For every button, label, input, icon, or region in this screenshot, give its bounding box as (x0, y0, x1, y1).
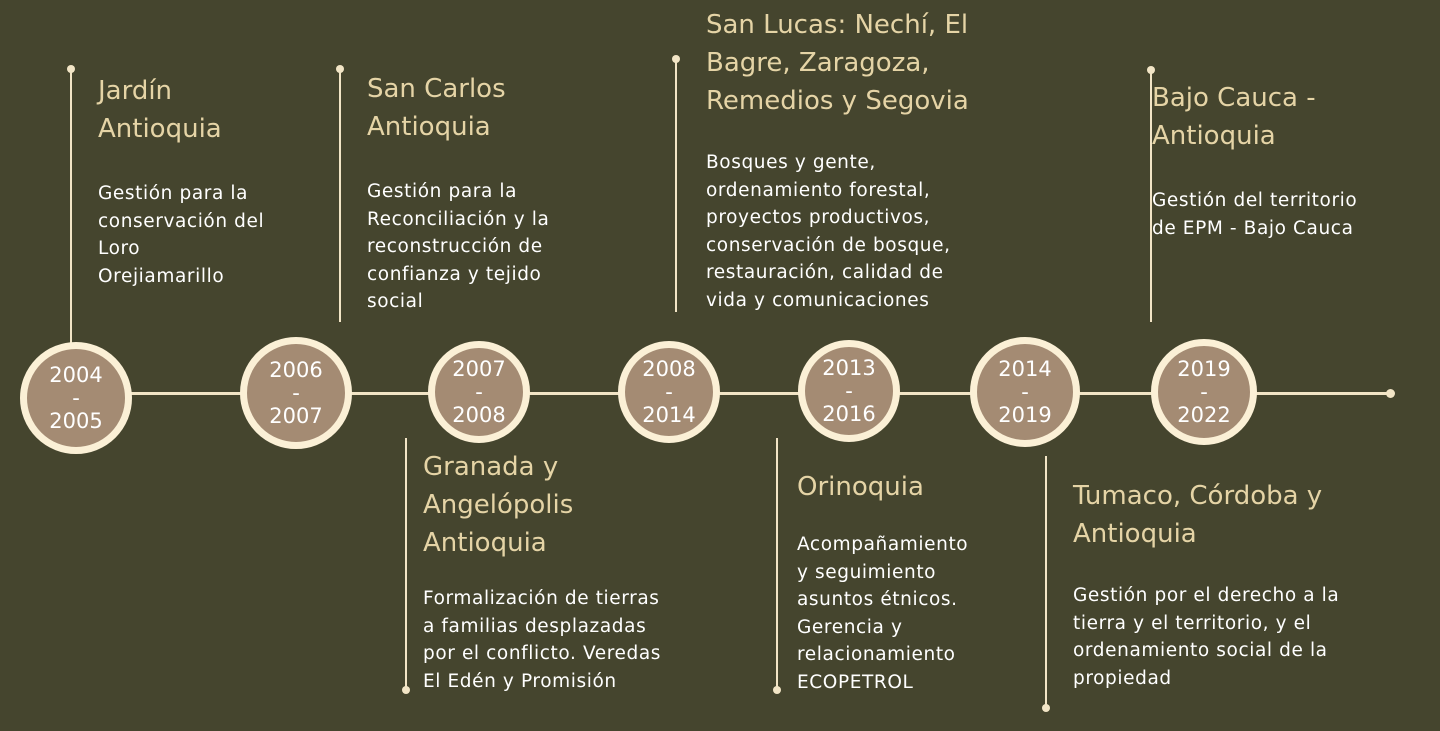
period-node-2006-2007 (240, 337, 352, 449)
period-end: 2022 (1177, 403, 1231, 427)
location-title-san-lucas: San Lucas: Nechí, El Bagre, Zaragoza, Remedios y Segovia (706, 10, 969, 116)
period-separator: - (292, 381, 300, 405)
description-bajo-cauca: Gestión del territorio de EPM - Bajo Cauca (1152, 190, 1358, 239)
stem-2014 (1045, 456, 1047, 708)
period-node-2007-2008 (428, 341, 530, 443)
description-jardin: Gestión para la conservación del Loro Orejiamarillo (98, 183, 265, 287)
description-orinoquia: Acompañamiento y seguimiento asuntos étnicos. Gerencia y relacionamiento ECOPETROL (797, 534, 969, 693)
period-start: 2008 (642, 357, 696, 381)
period-end: 2014 (642, 403, 696, 427)
location-title-tumaco: Tumaco, Córdoba y Antioquia (1073, 481, 1323, 549)
timeline-end-dot (1386, 389, 1395, 398)
period-node-2019-2022 (1151, 339, 1257, 445)
location-title-jardin: Jardín Antioquia (98, 76, 222, 144)
stem-dot-2013 (773, 686, 781, 694)
stem-2008 (675, 59, 677, 312)
period-separator: - (72, 386, 80, 410)
stem-dot-2014 (1042, 704, 1050, 712)
period-end: 2016 (822, 402, 876, 426)
description-san-carlos: Gestión para la Reconciliación y la reconstrucción de confianza y tejido social (367, 181, 550, 312)
stem-2007 (405, 438, 407, 690)
period-end: 2007 (269, 404, 323, 428)
stem-dot-2019 (1147, 66, 1155, 74)
period-node-2004-2005 (20, 342, 132, 454)
period-start: 2014 (998, 357, 1052, 381)
period-start: 2007 (452, 357, 506, 381)
stem-2006 (339, 69, 341, 322)
period-end: 2008 (452, 403, 506, 427)
period-node-2008-2014 (618, 341, 720, 443)
description-granada: Formalización de tierras a familias desplazadas por el conflicto. Veredas El Edén y Promisión (423, 588, 662, 692)
period-end: 2019 (998, 403, 1052, 427)
stem-2013 (776, 438, 778, 690)
period-separator: - (475, 380, 483, 404)
stem-dot-2007 (402, 686, 410, 694)
period-separator: - (665, 380, 673, 404)
stem-dot-2004 (67, 65, 75, 73)
period-start: 2006 (269, 358, 323, 382)
description-tumaco: Gestión por el derecho a la tierra y el territorio, y el ordenamiento social de la propiedad (1073, 585, 1340, 689)
stem-dot-2008 (672, 55, 680, 63)
stem-dot-2006 (336, 65, 344, 73)
period-start: 2019 (1177, 357, 1231, 381)
description-san-lucas: Bosques y gente, ordenamiento forestal, proyectos productivos, conservación de bosque, restauración, calidad de vida y comunicaciones (706, 152, 951, 311)
period-end: 2005 (49, 409, 103, 433)
location-title-granada: Granada y Angelópolis Antioquia (423, 452, 574, 558)
period-separator: - (1200, 380, 1208, 404)
location-title-bajo-cauca: Bajo Cauca - Antioquia (1152, 83, 1316, 151)
period-separator: - (1021, 380, 1029, 404)
period-separator: - (845, 379, 853, 403)
location-title-san-carlos: San Carlos Antioquia (367, 74, 506, 142)
period-node-2014-2019 (970, 337, 1080, 447)
stem-2004 (70, 69, 72, 344)
period-start: 2004 (49, 363, 103, 387)
period-node-2013-2016 (798, 340, 900, 442)
period-start: 2013 (822, 356, 876, 380)
location-title-orinoquia: Orinoquia (797, 472, 924, 502)
